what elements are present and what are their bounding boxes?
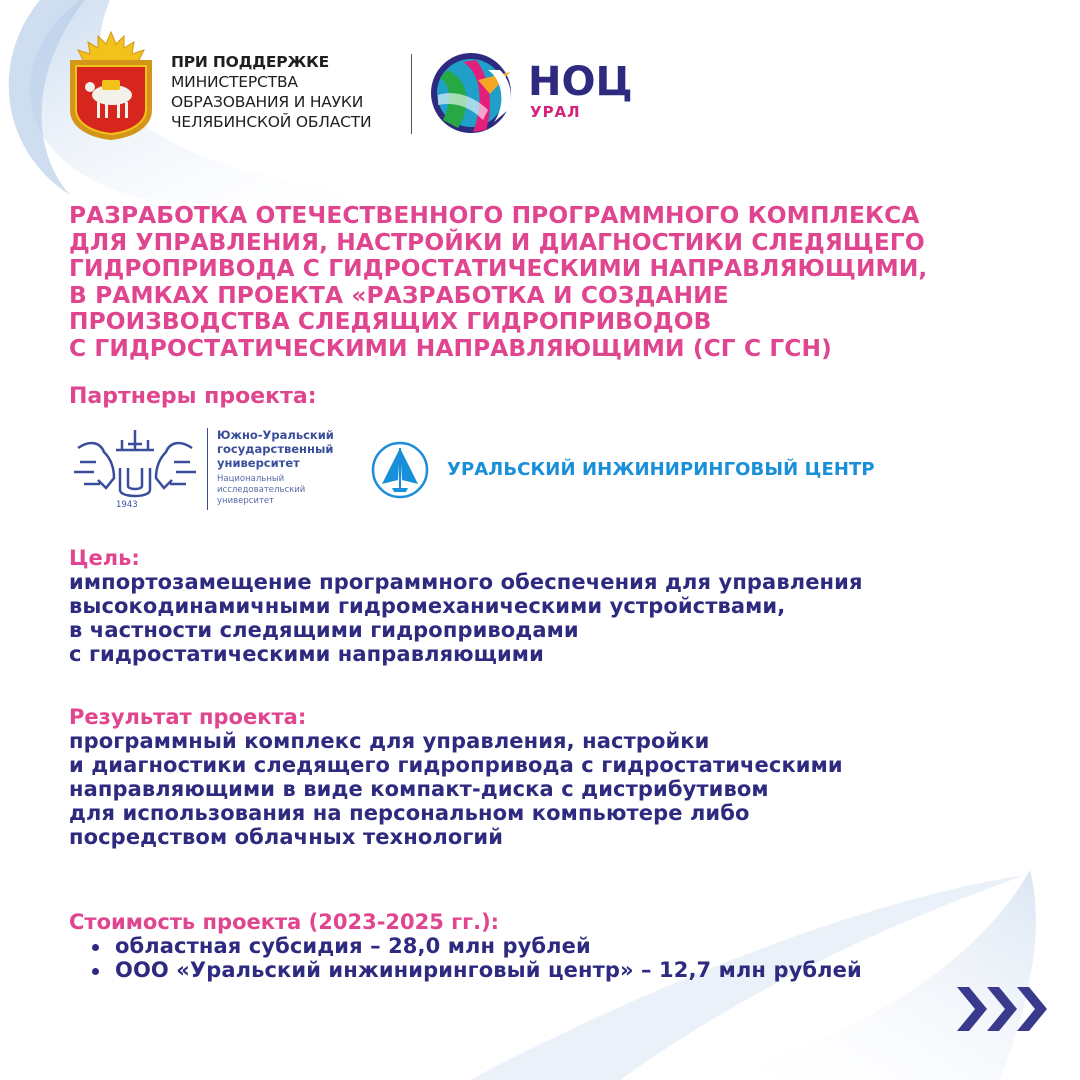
- result-line: направляющими в виде компакт-диска с дистрибутивом: [69, 777, 769, 801]
- cost-label: Стоимость проекта (2023-2025 гг.):: [69, 910, 500, 934]
- result-line: и диагностики следящего гидропривода с гидростатическими: [69, 753, 843, 777]
- cost-section: [69, 910, 862, 982]
- result-line: для использования на персональном компьютере либо: [69, 801, 750, 825]
- cost-item: [89, 958, 862, 982]
- cost-item-text: ООО «Уральский инжиниринговый центр» – 12,7 млн рублей: [115, 958, 862, 982]
- noc-ural-wordmark: [528, 59, 633, 121]
- susu-year: 1943: [116, 500, 138, 510]
- cost-item-text: областная субсидия – 28,0 млн рублей: [115, 934, 591, 958]
- susu-sub-line: университет: [217, 496, 275, 506]
- chelyabinsk-coat-of-arms-icon: [62, 30, 160, 142]
- susu-name-line: государственный: [217, 442, 334, 456]
- support-line: ПРИ ПОДДЕРЖКЕ: [171, 53, 330, 71]
- noc-ural-logo-icon: [428, 50, 514, 136]
- project-title: [69, 203, 1059, 362]
- title-line: В РАМКАХ ПРОЕКТА «РАЗРАБОТКА И СОЗДАНИЕ: [69, 281, 729, 309]
- noc-title: НОЦ: [528, 59, 633, 105]
- support-line: ЧЕЛЯБИНСКОЙ ОБЛАСТИ: [171, 113, 372, 131]
- result-line: посредством облачных технологий: [69, 825, 504, 849]
- support-line: МИНИСТЕРСТВА: [171, 73, 298, 91]
- uic-logo-icon: [370, 440, 430, 500]
- title-line: ПРОИЗВОДСТВА СЛЕДЯЩИХ ГИДРОПРИВОДОВ: [69, 308, 712, 335]
- uic-name: УРАЛЬСКИЙ ИНЖИНИРИНГОВЫЙ ЦЕНТР: [447, 459, 875, 480]
- goal-line: импортозамещение программного обеспечения для управления: [69, 570, 863, 594]
- title-line: РАЗРАБОТКА ОТЕЧЕСТВЕННОГО ПРОГРАММНОГО КОМПЛЕКСА: [69, 202, 920, 229]
- header-divider: [411, 54, 412, 134]
- goal-line: высокодинамичными гидромеханическими устройствами,: [69, 594, 786, 618]
- susu-emblem-icon: [70, 428, 200, 500]
- ministry-support-text: [171, 52, 371, 132]
- bullet-icon: [92, 968, 99, 975]
- triple-chevron-right-icon[interactable]: [955, 985, 1051, 1033]
- goal-section: [69, 546, 863, 666]
- title-line: С ГИДРОСТАТИЧЕСКИМИ НАПРАВЛЯЮЩИМИ (СГ С ГСН): [69, 334, 832, 362]
- partners-label: Партнеры проекта:: [69, 384, 317, 409]
- susu-name-block: [217, 428, 334, 507]
- title-line: ДЛЯ УПРАВЛЕНИЯ, НАСТРОЙКИ И ДИАГНОСТИКИ СЛЕДЯЩЕГО: [69, 228, 925, 256]
- support-line: ОБРАЗОВАНИЯ И НАУКИ: [171, 93, 364, 111]
- goal-line: с гидростатическими направляющими: [69, 642, 544, 666]
- goal-line: в частности следящими гидроприводами: [69, 618, 579, 642]
- cost-list: [69, 934, 862, 982]
- cost-item: [89, 934, 862, 958]
- goal-label: Цель:: [69, 546, 140, 570]
- result-label: Результат проекта:: [69, 705, 307, 729]
- bullet-icon: [92, 944, 99, 951]
- susu-sub-line: Национальный: [217, 474, 285, 484]
- result-line: программный комплекс для управления, настройки: [69, 729, 710, 753]
- susu-name-line: Южно-Уральский: [217, 428, 334, 442]
- noc-subtitle: УРАЛ: [530, 103, 581, 121]
- title-line: ГИДРОПРИВОДА С ГИДРОСТАТИЧЕСКИМИ НАПРАВЛЯЮЩИМИ,: [69, 255, 928, 282]
- result-section: [69, 705, 843, 849]
- susu-sub-line: исследовательский: [217, 485, 306, 495]
- susu-name-line: университет: [217, 456, 300, 470]
- susu-divider: [207, 428, 208, 510]
